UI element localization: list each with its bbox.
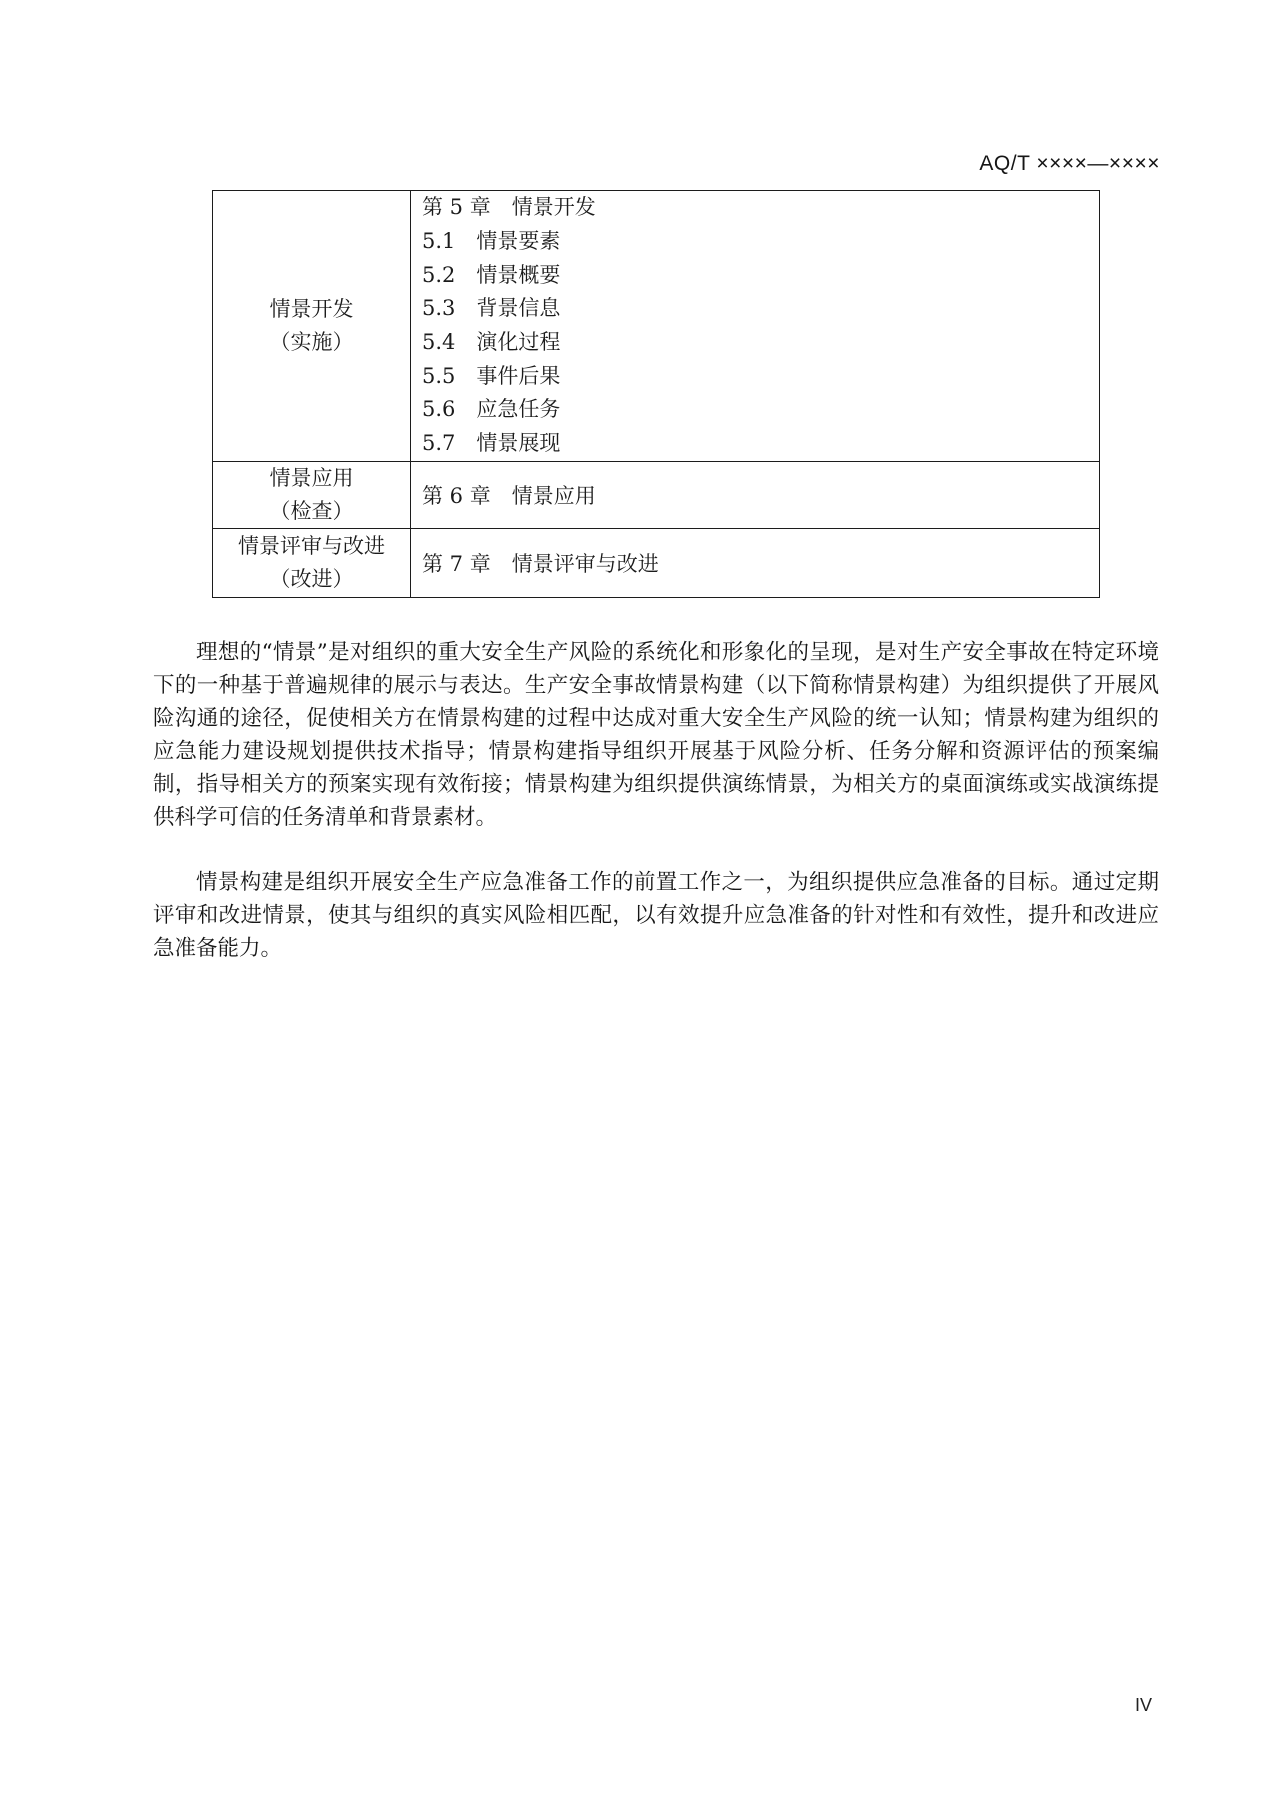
chapter-line: 5.7 情景展现 <box>422 431 561 456</box>
stage-name: 情景应用 <box>269 466 354 490</box>
chapter-line: 第 5 章 情景开发 <box>422 195 596 220</box>
chapter-line: 5.3 背景信息 <box>422 296 561 321</box>
chapter-cell-application <box>411 462 1099 528</box>
chapter-line: 5.5 事件后果 <box>422 363 561 388</box>
page-number: IV <box>1135 1695 1153 1715</box>
chapter-line: 5.4 演化过程 <box>422 330 561 354</box>
chapter-line: 5.6 应急任务 <box>422 397 561 422</box>
stage-phase: （检查） <box>269 499 354 523</box>
table-row <box>213 528 1099 597</box>
paragraph-scenario-purpose: 情景构建是组织开展安全生产应急准备工作的前置工作之一，为组织提供应急准备的目标。通过定期评审和改进情景，使其与组织的真实风险相匹配，以有效提升应急准备的针对性和有效性，提升和改进应急准备能力。 <box>153 870 1159 961</box>
stage-phase: （改进） <box>269 567 354 591</box>
stage-name: 情景开发 <box>269 297 354 321</box>
stage-phase: （实施） <box>269 330 354 354</box>
stage-cell-application <box>213 462 411 528</box>
stage-cell-development <box>213 191 411 461</box>
paragraph-scenario-definition: 理想的“情景”是对组织的重大安全生产风险的系统化和形象化的呈现，是对生产安全事故在特定环境下的一种基于普遍规律的展示与表达。生产安全事故情景构建（以下简称情景构建）为组织提供了开展风险沟通的途径，促使相关方在情景构建的过程中达成对重大安全生产风险的统一认知；情景构建为组织的应急能力建设规划提供技术指导；情景构建指导组织开展基于风险分析、任务分解和资源评估的预案编制，指导相关方的预案实现有效衔接；情景构建为组织提供演练情景，为相关方的桌面演练或实战演练提供科学可信的任务清单和背景素材。 <box>153 640 1159 830</box>
body-text <box>153 636 1159 997</box>
chapter-cell-development <box>411 191 1099 461</box>
stage-name: 情景评审与改进 <box>238 534 385 558</box>
stage-cell-review <box>213 529 411 597</box>
scenario-overview-table <box>212 190 1100 598</box>
chapter-line: 第 6 章 情景应用 <box>422 484 596 508</box>
standard-number-header: AQ/T ××××—×××× <box>979 152 1160 175</box>
table-row <box>213 461 1099 528</box>
chapter-cell-review <box>411 529 1099 597</box>
chapter-line: 5.2 情景概要 <box>422 262 561 287</box>
table-row <box>213 191 1099 461</box>
chapter-line: 5.1 情景要素 <box>422 228 561 253</box>
chapter-line: 第 7 章 情景评审与改进 <box>422 552 659 576</box>
